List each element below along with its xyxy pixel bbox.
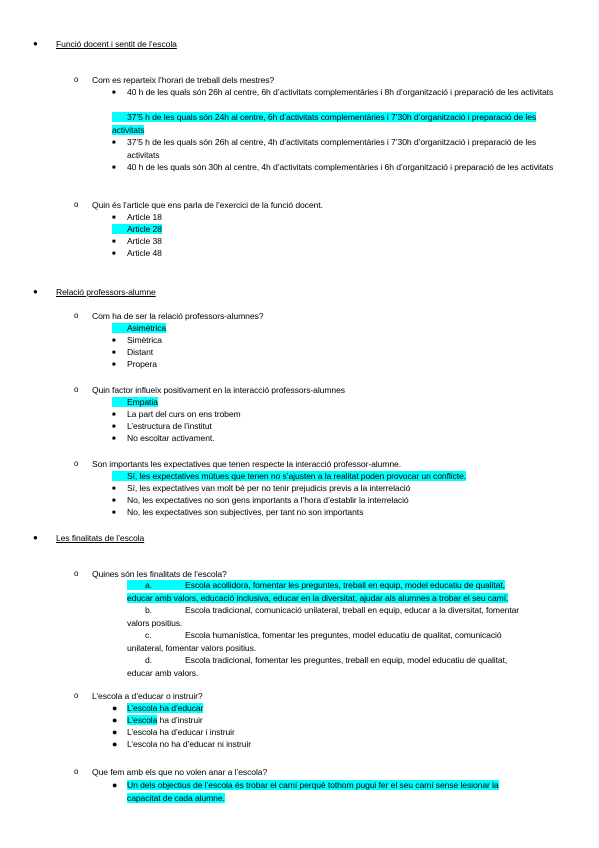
option: Sí, les expectatives van molt bé per no tenir prejudicis previs a la interrelació [127, 483, 411, 493]
option: L’escola ha d’educar i instruir [127, 727, 235, 737]
answer-text: unilateral, fomentar valors positius. [127, 642, 257, 653]
option: La part del curs on ens trobem [127, 409, 241, 419]
question-text: Quin factor influeix positivament en la interacció professors-alumnes [92, 385, 345, 395]
answer-text: Escola tradicional, fomentar les preguntes, treball en equip, model educatiu de qualitat, [185, 655, 508, 665]
option: Article 18 [127, 212, 162, 222]
round-bullet: ● [112, 703, 118, 713]
question-bullet: o [74, 311, 79, 320]
question-bullet: o [74, 691, 79, 700]
option-bullet: ■ [112, 165, 116, 171]
option: Simètrica [127, 335, 162, 345]
option-bullet: ■ [112, 140, 116, 146]
question-text: Com ha de ser la relació professors-alumnes? [92, 311, 264, 321]
round-bullet: ● [112, 715, 118, 725]
option: 37’5 h de les quals són 26h al centre, 4h d’activitats complementàries i 7’30h d’organització i preparació de les activitats [127, 137, 537, 160]
question-text: Quin és l’article que ens parla de l’exercici de la funció docent. [92, 200, 323, 210]
answer-d [127, 654, 567, 679]
answer-highlighted: Un dels objectius de l’escola és trobar el camí perquè tothom pugui fer el seu camí sense lesionar la capacitat de cada alumne. [127, 780, 499, 803]
answer-letter: d. [145, 655, 152, 665]
answer-b [127, 604, 567, 629]
option: Propera [127, 359, 157, 369]
option: Article 38 [127, 236, 162, 246]
answer-text: Escola acollidora, fomentar les preguntes, treball en equip, model educatiu de qualitat, [185, 580, 505, 590]
option-bullet: ■ [112, 338, 116, 344]
answer-letter: b. [145, 605, 152, 615]
question-bullet: o [74, 569, 79, 578]
option-bullet: ■ [112, 498, 116, 504]
round-bullet: ● [112, 727, 118, 737]
option-bullet: ■ [112, 510, 116, 516]
option-highlighted: Asimètrica [112, 322, 552, 335]
section-bullet: ● [33, 287, 38, 296]
answer-a-highlighted [127, 579, 567, 604]
section-bullet: ● [33, 39, 38, 48]
option-bullet: ■ [112, 239, 116, 245]
section-title: Funció docent i sentit de l’escola [56, 39, 177, 49]
question-bullet: o [74, 459, 79, 468]
answer-text: educar amb valors, educació inclusiva, educar en la diversitat, ajudar als alumnes a trobar el seu camí. [127, 592, 509, 603]
option: Distant [127, 347, 154, 357]
option-bullet: ■ [112, 90, 116, 96]
option-bullet: ■ [112, 362, 116, 368]
option-bullet: ■ [112, 350, 116, 356]
answer-text: Escola tradicional, comunicació unilateral, treball en equip, educar a la diversitat, fomentar [185, 605, 520, 615]
option-highlighted: Article 28 [112, 223, 552, 236]
option: 40 h de les quals són 30h al centre, 4h d’activitats complementàries i 6h d’organització i preparació de les activitats [127, 162, 554, 172]
answer-text: valors positius. [127, 617, 183, 628]
option: No escoltar activament. [127, 433, 215, 443]
question-text: L’escola a d’educar o instruir? [92, 691, 203, 701]
question-text: Son importants les expectatives que tenen respecte la interacció professor-alumne. [92, 459, 401, 469]
option: No, les expectatives son subjectives, per tant no son importants [127, 507, 364, 517]
answer-c [127, 629, 567, 654]
round-bullet: ● [112, 780, 118, 790]
question-bullet: o [74, 385, 79, 394]
section-title: Les finalitats de l’escola [56, 533, 145, 543]
option-partial-highlight: L’escola ha d’instruir [127, 715, 203, 725]
option-highlighted: Sí, les expectatives mútues que tenen no s’ajusten a la realitat poden provocar un conflicte. [112, 470, 552, 483]
option-highlighted: 37’5 h de les quals són 24h al centre, 6h d’activitats complementàries i 7’30h d’organització i preparació de les activitats [112, 112, 537, 135]
option: No, les expectatives no son gens importants a l’hora d’establir la interrelació [127, 495, 409, 505]
option-highlighted: Empatia [112, 396, 552, 409]
option: Article 48 [127, 248, 162, 258]
option-bullet: ■ [112, 251, 116, 257]
question-text: Quines són les finalitats de l’escola? [92, 569, 227, 579]
answer-letter: c. [145, 630, 152, 640]
section-bullet: ● [33, 533, 38, 542]
answer-text: Escola humanística, fomentar les preguntes, model educatiu de qualitat, comunicació [185, 630, 502, 640]
option-bullet: ■ [112, 486, 116, 492]
question-bullet: o [74, 200, 79, 209]
option-highlighted: L’escola ha d’educar [127, 703, 204, 713]
answer-letter: a. [145, 580, 152, 590]
answer-text: educar amb valors. [127, 667, 199, 678]
question-bullet: o [74, 767, 79, 776]
question-text: Que fem amb els que no volen anar a l’escola? [92, 767, 268, 777]
option-bullet: ■ [112, 436, 116, 442]
option: L’escola no ha d’educar ni instruir [127, 739, 252, 749]
option-bullet: ■ [112, 412, 116, 418]
option-bullet: ■ [112, 424, 116, 430]
option: L’estructura de l’institut [127, 421, 212, 431]
round-bullet: ● [112, 739, 118, 749]
option: 40 h de les quals són 26h al centre, 6h d’activitats complementàries i 8h d’organització i preparació de les activitats [127, 87, 554, 97]
question-text: Com es reparteix l’horari de treball dels mestres? [92, 75, 275, 85]
question-bullet: o [74, 75, 79, 84]
section-title: Relació professors-alumne [56, 287, 156, 297]
option-bullet: ■ [112, 215, 116, 221]
